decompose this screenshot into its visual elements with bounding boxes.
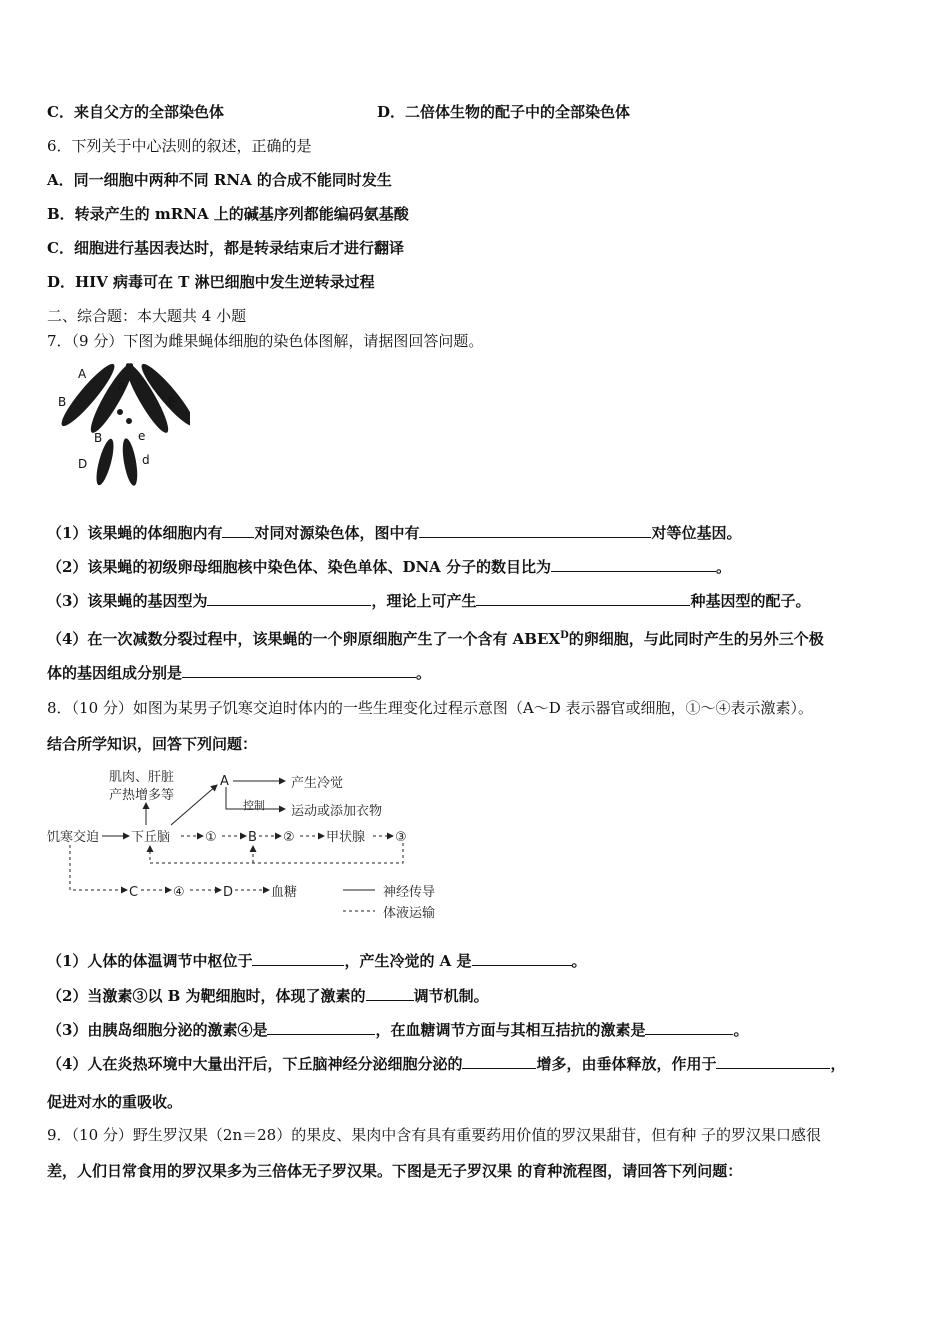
node-D: D	[223, 885, 234, 900]
dot-chromosome	[126, 418, 132, 424]
node-C: C	[129, 885, 139, 900]
regulation-diagram	[45, 763, 465, 928]
node-hunger: 饥寒交迫	[47, 830, 100, 845]
q6-option-d: D．HIV 病毒可在 T 淋巴细胞中发生逆转录过程	[47, 273, 375, 291]
section-heading: 二、综合题：本大题共 4 小题	[47, 307, 247, 325]
gene-label-A: A	[78, 367, 87, 381]
q5-option-d: D．二倍体生物的配子中的全部染色体	[377, 103, 631, 121]
q9-stem: 9．（10 分）野生罗汉果（2n＝28）的果皮、果肉中含有具有重要药用价值的罗汉果甜苷，但有种 子的罗汉果口感很	[47, 1126, 821, 1144]
gene-label-a: a	[118, 379, 126, 393]
q8-part3: （3）由胰岛细胞分泌的激素④是 ，在血糖调节方面与其相互拮抗的激素是 。	[47, 1021, 749, 1039]
legend-fluid: 体液运输	[383, 906, 436, 921]
q6-option-c: C．细胞进行基因表达时，都是转录结束后才进行翻译	[47, 239, 404, 257]
node-hormone4: ④	[173, 885, 185, 900]
q8-part1: （1）人体的体温调节中枢位于 ，产生冷觉的 A 是 。	[47, 952, 587, 970]
gene-label-e: e	[138, 429, 146, 443]
label-heat: 产热增多等	[109, 788, 175, 803]
q7-part4: （4）在一次减数分裂过程中，该果蝇的一个卵原细胞产生了一个含有 $ABEX^D$的卵细胞，与此同时产生的另外三个极	[47, 630, 824, 648]
legend-nerve: 神经传导	[383, 885, 436, 900]
q7-part2: （2）该果蝇的初级卵母细胞核中染色体、染色单体、DNA 分子的数目比为 。	[47, 558, 732, 576]
label-cold: 产生冷觉	[291, 776, 344, 791]
chromosome-figure	[50, 360, 190, 490]
gene-label-d: d	[142, 453, 150, 467]
q8-part4-cont: 促进对水的重吸收。	[47, 1093, 183, 1111]
q7-part1: （1）该果蝇的体细胞内有 对同对源染色体，图中有 对等位基因。	[47, 524, 742, 542]
q7-stem: 7．（9 分）下图为雌果蝇体细胞的染色体图解，请据图回答问题。	[47, 332, 484, 350]
gene-label-D: D	[78, 457, 88, 471]
node-thyroid: 甲状腺	[326, 830, 366, 845]
gene-label-E: E	[168, 395, 176, 409]
gene-label-B: B	[58, 395, 67, 409]
q6-option-a: A．同一细胞中两种不同 RNA 的合成不能同时发生	[47, 171, 392, 189]
node-hypothalamus: 下丘脑	[131, 830, 171, 845]
node-glucose: 血糖	[271, 885, 298, 900]
chromosome-small-right	[120, 437, 140, 486]
q6-stem: 6．下列关于中心法则的叙述，正确的是	[47, 137, 312, 155]
q9-stem-cont: 差，人们日常食用的罗汉果多为三倍体无子罗汉果。下图是无子罗汉果 的育种流程图，请回答下列问题：	[47, 1162, 743, 1180]
gene-label-B2: B	[94, 431, 103, 445]
q7-part3: （3）该果蝇的基因型为 ，理论上可产生 种基因型的配子。	[47, 592, 811, 610]
label-muscle: 肌肉、肝脏	[109, 770, 175, 785]
q8-part4: （4）人在炎热环境中大量出汗后，下丘脑神经分泌细胞分泌的 增多，由垂体释放，作用于 ，	[47, 1055, 846, 1073]
dot-chromosome	[117, 409, 123, 415]
node-hormone1: ①	[205, 830, 217, 845]
node-B: B	[248, 830, 257, 845]
q8-stem: 8．（10 分）如图为某男子饥寒交迫时体内的一些生理变化过程示意图（A～D 表示器官或细胞，①～④表示激素）。	[47, 699, 814, 717]
label-exercise: 运动或添加衣物	[291, 804, 383, 819]
q7-part4-cont: 体的基因组成分别是 。	[47, 664, 432, 682]
q6-option-b: B．转录产生的 mRNA 上的碱基序列都能编码氨基酸	[47, 205, 409, 223]
q5-option-c: C．来自父方的全部染色体	[47, 103, 224, 121]
node-hormone2: ②	[283, 830, 295, 845]
node-hormone3: ③	[395, 830, 407, 845]
label-control: 控制	[243, 799, 265, 812]
q8-part2: （2）当激素③以 B 为靶细胞时，体现了激素的 调节机制。	[47, 987, 489, 1005]
q8-stem-cont: 结合所学知识，回答下列问题：	[47, 735, 258, 753]
node-A: A	[220, 774, 229, 789]
